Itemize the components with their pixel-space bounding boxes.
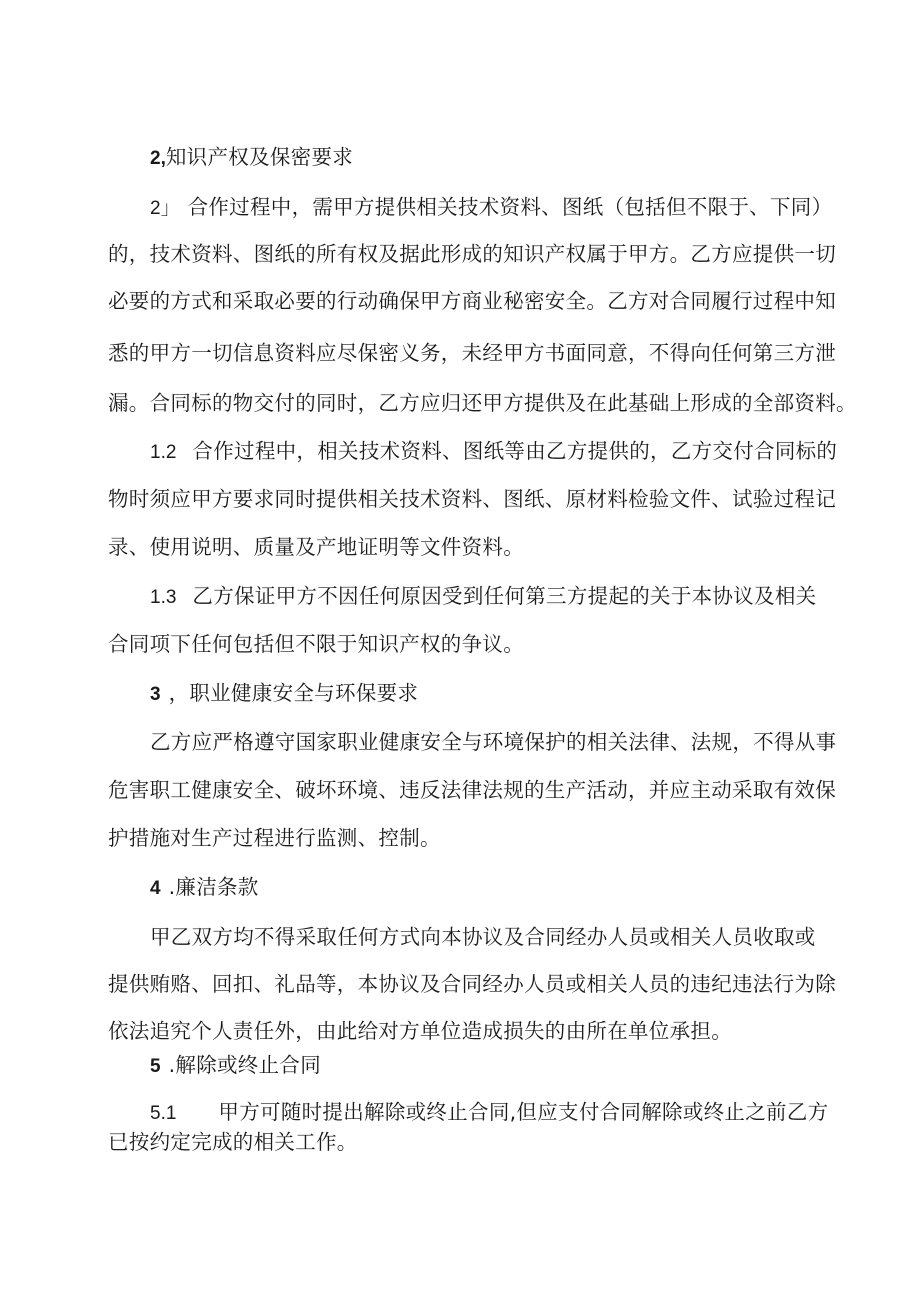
paragraph-2-1-line-2: 的，技术资料、图纸的所有权及据此形成的知识产权属于甲方。乙方应提供一切	[108, 242, 836, 266]
section-heading-4	[150, 873, 259, 903]
paragraph-text: 甲方可随时提出解除或终止合同,但应支付合同解除或终止之前乙方	[218, 1100, 829, 1124]
section-title: ，职业健康安全与环保要求	[168, 681, 419, 705]
paragraph-2-1-line-5: 漏。合同标的物交付的同时，乙方应归还甲方提供及在此基础上形成的全部资料。	[108, 391, 857, 415]
paragraph-3-line-1: 乙方应严格遵守国家职业健康安全与环境保护的相关法律、法规，不得从事	[150, 730, 837, 754]
section-number: 2,	[150, 148, 166, 169]
clause-number: 1.2	[150, 442, 177, 463]
paragraph-3-line-3: 护措施对生产过程进行监测、控制。	[108, 826, 441, 850]
paragraph-5-1-line-1	[150, 1098, 828, 1128]
paragraph-4-line-3: 依法追究个人责任外，由此给对方单位造成损失的由所在单位承担。	[108, 1019, 732, 1043]
paragraph-4-line-1: 甲乙双方均不得采取任何方式向本协议及合同经办人员或相关人员收取或	[150, 925, 816, 949]
section-number: 3	[150, 684, 161, 705]
paragraph-1-3-line-2: 合同项下任何包括但不限于知识产权的争议。	[108, 632, 524, 656]
section-heading-2	[150, 143, 353, 173]
paragraph-1-2-line-2: 物时须应甲方要求同时提供相关技术资料、图纸、原材料检验文件、试验过程记	[108, 487, 836, 511]
clause-number: 5.1	[150, 1103, 177, 1124]
paragraph-1-2-line-3: 录、使用说明、质量及产地证明等文件资料。	[108, 535, 524, 559]
paragraph-text: 合作过程中，需甲方提供相关技术资料、图纸（包括但不限于、下同）	[187, 195, 833, 219]
paragraph-2-1-line-1	[150, 193, 832, 223]
section-number: 5	[150, 1056, 161, 1077]
paragraph-3-line-2: 危害职工健康安全、破坏环境、违反法律法规的生产活动，并应主动采取有效保	[108, 778, 836, 802]
paragraph-text: 乙方保证甲方不因任何原因受到任何第三方提起的关于本协议及相关	[192, 584, 817, 608]
section-title: 知识产权及保密要求	[165, 145, 354, 169]
paragraph-2-1-line-3: 必要的方式和采取必要的行动确保甲方商业秘密安全。乙方对合同履行过程中知	[108, 289, 836, 313]
section-number: 4	[150, 878, 161, 899]
section-heading-5	[150, 1051, 321, 1081]
paragraph-4-line-2: 提供贿赂、回扣、礼品等，本协议及合同经办人员或相关人员的违纪违法行为除	[108, 972, 836, 996]
section-title: .解除或终止合同	[168, 1053, 321, 1077]
clause-number: 2」	[150, 198, 180, 219]
section-heading-3	[150, 679, 418, 709]
clause-number: 1.3	[150, 587, 177, 608]
paragraph-1-3-line-1	[150, 582, 816, 612]
paragraph-2-1-line-4: 悉的甲方一切信息资料应尽保密义务，未经甲方书面同意，不得向任何第三方泄	[108, 341, 836, 365]
paragraph-text: 合作过程中，相关技术资料、图纸等由乙方提供的，乙方交付合同标的	[192, 439, 838, 463]
paragraph-5-1-line-2: 已按约定完成的相关工作。	[108, 1130, 358, 1154]
paragraph-1-2-line-1	[150, 437, 837, 467]
section-title: .廉洁条款	[168, 875, 259, 899]
